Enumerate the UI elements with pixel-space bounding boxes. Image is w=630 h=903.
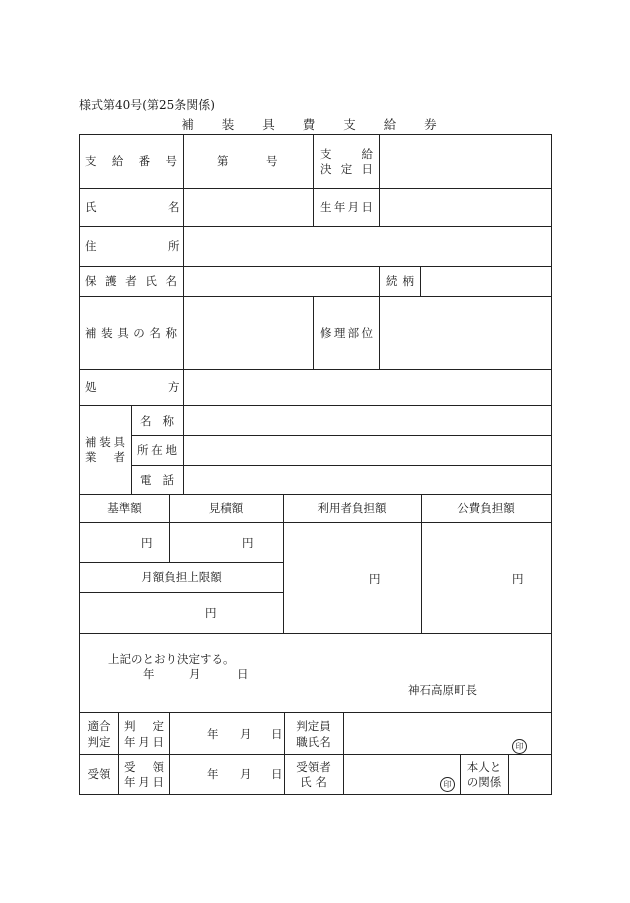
address-field[interactable] xyxy=(184,227,551,266)
name-label-part1: 氏 xyxy=(85,200,97,214)
judgment-date-field[interactable] xyxy=(170,713,284,754)
birthdate-label: 生年月日 xyxy=(320,200,373,214)
vendor-address-label: 所在地 xyxy=(137,443,177,457)
receipt-date-label-line1: 受 領 xyxy=(124,760,164,774)
issuing-authority: 神石高原町長 xyxy=(408,683,477,697)
suitability-label-line2: 判定 xyxy=(87,735,111,749)
guardian-name-field[interactable] xyxy=(184,267,379,296)
decision-statement: 上記のとおり決定する。 xyxy=(108,652,235,666)
device-name-field[interactable] xyxy=(184,297,313,369)
vendor-name-field[interactable] xyxy=(184,406,551,435)
repair-part-field[interactable] xyxy=(380,297,551,369)
support-number-label: 支給番号 xyxy=(85,154,177,168)
relation-to-person-label-line1: 本人と xyxy=(466,760,502,774)
judgment-day: 日 xyxy=(271,727,283,741)
base-amount-yen: 円 xyxy=(141,536,153,550)
base-amount-field[interactable] xyxy=(80,523,169,562)
judgment-year: 年 xyxy=(207,727,219,741)
relation-label: 続柄 xyxy=(386,274,414,288)
user-burden-field[interactable] xyxy=(284,523,421,633)
form-number: 様式第40号(第25条関係) xyxy=(79,98,215,112)
decision-date-label-line2: 決定日 xyxy=(320,162,373,176)
user-burden-header: 利用者負担額 xyxy=(317,501,387,515)
seal-mark-icon: 印 xyxy=(440,777,455,792)
column-divider xyxy=(313,135,314,226)
monthly-cap-yen: 円 xyxy=(205,606,217,620)
public-burden-field[interactable] xyxy=(422,523,551,633)
prescription-label-part2: 方 xyxy=(168,380,180,394)
repair-part-label: 修理部位 xyxy=(320,326,373,340)
guardian-name-label: 保護者氏名 xyxy=(85,274,177,288)
suitability-label-line1: 適合 xyxy=(87,719,111,733)
receipt-date-field[interactable] xyxy=(170,755,284,794)
device-name-label: 補装具の名称 xyxy=(85,326,177,340)
vendor-phone-label: 電 話 xyxy=(140,473,174,487)
receiver-label-line1: 受領者 xyxy=(296,760,331,774)
relation-to-person-label-line2: の関係 xyxy=(466,775,502,789)
prescription-field[interactable] xyxy=(184,370,551,405)
seal-mark-icon: 印 xyxy=(512,739,527,754)
receipt-date-label-line2: 年月日 xyxy=(124,775,164,789)
name-field[interactable] xyxy=(184,189,313,226)
monthly-cap-field[interactable] xyxy=(80,593,283,633)
row-divider xyxy=(80,754,551,755)
public-burden-yen: 円 xyxy=(512,572,524,586)
column-divider xyxy=(313,296,314,369)
column-divider xyxy=(131,405,132,494)
judgment-month: 月 xyxy=(240,727,252,741)
form-title: 補 装 具 費 支 給 券 xyxy=(181,117,449,132)
judge-label-line1: 判定員 xyxy=(296,719,331,733)
receipt-day: 日 xyxy=(271,767,283,781)
support-number-prefix: 第 xyxy=(217,154,229,168)
user-burden-yen: 円 xyxy=(369,572,381,586)
decision-year: 年 xyxy=(143,667,155,681)
decision-date-field[interactable] xyxy=(380,135,551,188)
vendor-name-label: 名 称 xyxy=(140,414,174,428)
receiver-label-line2: 氏 名 xyxy=(300,775,327,789)
row-divider xyxy=(80,494,551,495)
decision-date-label-line1: 支 給 xyxy=(320,147,373,161)
row-divider xyxy=(80,562,283,563)
estimate-amount-yen: 円 xyxy=(242,536,254,550)
base-amount-header: 基準額 xyxy=(107,501,142,515)
vendor-address-field[interactable] xyxy=(184,436,551,465)
prescription-label-part1: 処 xyxy=(85,380,97,394)
support-number-suffix: 号 xyxy=(266,154,278,168)
receipt-label: 受領 xyxy=(87,767,111,781)
vendor-group-label-line2: 業 者 xyxy=(85,450,125,464)
monthly-cap-header: 月額負担上限額 xyxy=(141,570,222,584)
judgment-date-label-line2: 年月日 xyxy=(124,735,164,749)
vendor-phone-field[interactable] xyxy=(184,466,551,494)
address-label-part1: 住 xyxy=(85,239,97,253)
form-table xyxy=(79,134,552,795)
receipt-month: 月 xyxy=(240,767,252,781)
column-divider xyxy=(118,712,119,794)
decision-day: 日 xyxy=(237,667,249,681)
address-label-part2: 所 xyxy=(168,239,180,253)
receipt-year: 年 xyxy=(207,767,219,781)
judge-label-line2: 職氏名 xyxy=(296,735,331,749)
vendor-group-label-line1: 補装具 xyxy=(85,435,125,449)
decision-month: 月 xyxy=(189,667,201,681)
relation-to-person-field[interactable] xyxy=(509,755,551,794)
estimate-amount-field[interactable] xyxy=(170,523,283,562)
public-burden-header: 公費負担額 xyxy=(457,501,515,515)
birthdate-field[interactable] xyxy=(380,189,551,226)
name-label-part2: 名 xyxy=(168,200,180,214)
column-divider xyxy=(379,266,380,296)
judgment-date-label-line1: 判 定 xyxy=(124,719,164,733)
relation-field[interactable] xyxy=(421,267,551,296)
estimate-amount-header: 見積額 xyxy=(208,501,244,515)
row-divider xyxy=(80,633,551,634)
